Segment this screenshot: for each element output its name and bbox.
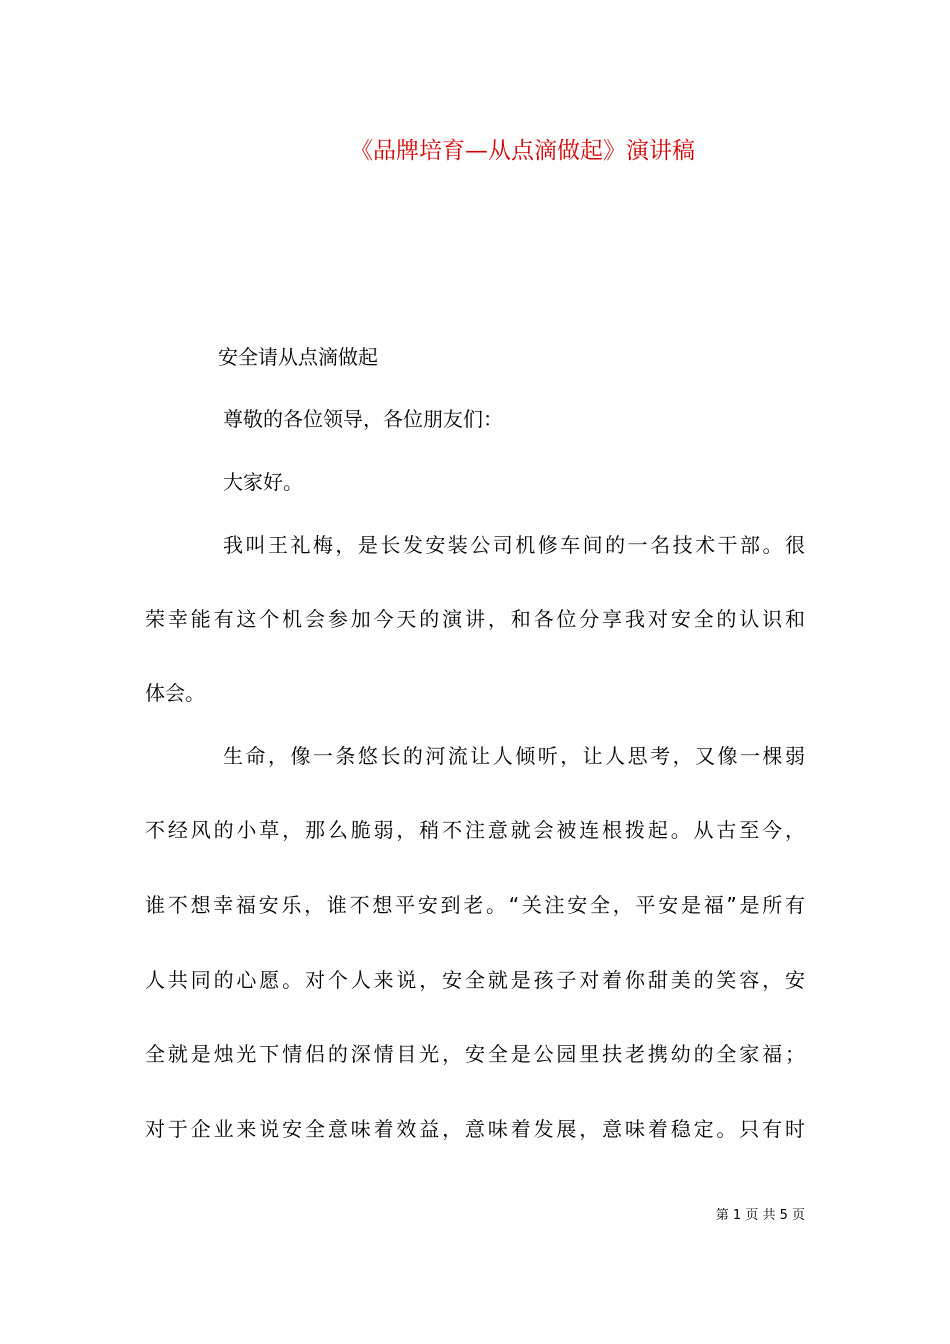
paragraph-line: 生命，像一条悠长的河流让人倾听，让人思考，又像一棵弱 — [223, 744, 805, 768]
salutation-line: 大家好。 — [223, 470, 303, 494]
paragraph-line: 我叫王礼梅，是长发安装公司机修车间的一名技术干部。很 — [223, 533, 805, 557]
paragraph-line: 全就是烛光下情侣的深情目光，安全是公园里扶老携幼的全家福； — [145, 1042, 805, 1066]
paragraph-line: 谁不想幸福安乐，谁不想平安到老。“关注安全，平安是福”是所有 — [145, 893, 805, 917]
document-title: 《品牌培育—从点滴做起》演讲稿 — [350, 138, 695, 164]
paragraph-line: 人共同的心愿。对个人来说，安全就是孩子对着你甜美的笑容，安 — [145, 968, 805, 992]
document-subtitle: 安全请从点滴做起 — [218, 345, 378, 369]
page-number-footer: 第 1 页 共 5 页 — [715, 1208, 805, 1223]
paragraph-line: 不经风的小草，那么脆弱，稍不注意就会被连根拨起。从古至今， — [145, 818, 805, 842]
paragraph-line: 对于企业来说安全意味着效益，意味着发展，意味着稳定。只有时 — [145, 1117, 805, 1141]
paragraph-line: 荣幸能有这个机会参加今天的演讲，和各位分享我对安全的认识和 — [145, 607, 805, 631]
paragraph-line: 体会。 — [145, 681, 205, 705]
greeting-line: 尊敬的各位领导，各位朋友们： — [223, 407, 503, 431]
